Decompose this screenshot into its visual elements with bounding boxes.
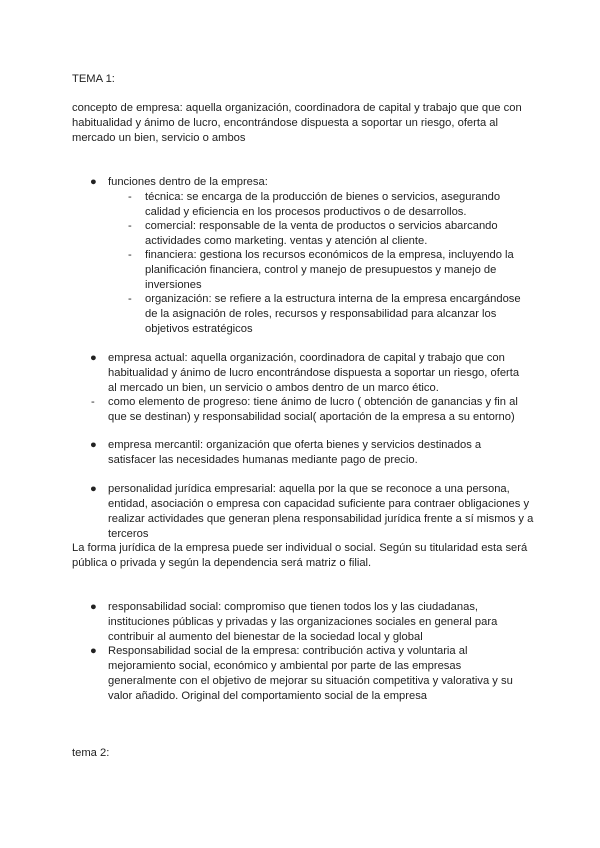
paragraph-concepto-empresa: concepto de empresa: aquella organización, coordinadora de capital y trabajo que que con habitualidad y ánimo de lucro, encontrándose dispuesta a soportar un riesgo, oferta al mercado un bien, servicio o ambos [72, 102, 522, 144]
bullet-dot: ● [90, 601, 97, 613]
paragraph-forma-juridica: La forma jurídica de la empresa puede ser individual o social. Según su titularidad esta será pública o privada y según la dependencia será matriz o filial. [72, 542, 528, 569]
sub-item-comercial: comercial: responsable de la venta de productos o servicios abarcando actividades como marketing. ventas y atención al cliente. [145, 220, 498, 247]
sub-item-tecnica: técnica: se encarga de la producción de bienes o servicios, asegurando calidad y eficiencia en los procesos productivos o de desarrollos. [145, 191, 501, 218]
bullet-personalidad-juridica: personalidad jurídica empresarial: aquella por la que se reconoce a una persona, entidad, asociación o empresa con capacidad suficiente para contraer obligaciones y realizar actividades que generan plena responsabilidad jurídica frente a sí mismos y a terceros [108, 483, 534, 540]
item-elemento-progreso: como elemento de progreso: tiene ánimo de lucro ( obtención de ganancias y fin al que se destinan) y responsabilidad social( aportación de la empresa a su entorno) [108, 396, 518, 423]
sub-bullet-dash: - [128, 293, 132, 305]
sub-bullet-dash: - [128, 220, 132, 232]
bullet-dot: ● [90, 352, 97, 364]
bullet-dot: ● [90, 645, 97, 657]
bullet-dot: ● [90, 439, 97, 451]
bullet-empresa-actual: empresa actual: aquella organización, coordinadora de capital y trabajo que con habitualidad y ánimo de lucro encontrándose dispuesta a soportar un riesgo, oferta al mercado un bien, un servicio o ambos dentro de un marco ético. [108, 352, 520, 394]
bullet-responsabilidad-social: responsabilidad social: compromiso que tienen todos los y las ciudadanas, instituciones públicas y privadas y las organizaciones sociales en general para contribuir al aumento del bienestar de la sociedad local y global [108, 601, 498, 643]
bullet-responsabilidad-social-empresa: Responsabilidad social de la empresa: contribución activa y voluntaria al mejoramiento social, económico y ambiental por parte de las empresas generalmente con el objetivo de mejorar su situación competitiva y valorativa y su valor añadido. Original del comportamiento social de la empresa [108, 645, 513, 702]
heading-tema-2: tema 2: [72, 747, 110, 759]
heading-tema-1: TEMA 1: [72, 73, 115, 85]
sub-item-organizacion: organización: se refiere a la estructura interna de la empresa encargándose de la asignación de roles, recursos y responsabilidad para alcanzar los objetivos estratégicos [145, 293, 521, 335]
bullet-dot: ● [90, 483, 97, 495]
sub-bullet-dash: - [128, 191, 132, 203]
bullet-dash: - [91, 396, 95, 408]
sub-bullet-dash: - [128, 249, 132, 261]
bullet-empresa-mercantil: empresa mercantil: organización que oferta bienes y servicios destinados a satisfacer las necesidades humanas mediante pago de precio. [108, 439, 482, 466]
bullet-funciones: funciones dentro de la empresa: [108, 176, 268, 188]
bullet-dot: ● [90, 176, 97, 188]
sub-item-financiera: financiera: gestiona los recursos económicos de la empresa, incluyendo la planificación financiera, control y manejo de presupuestos y manejo de inversiones [145, 249, 514, 291]
